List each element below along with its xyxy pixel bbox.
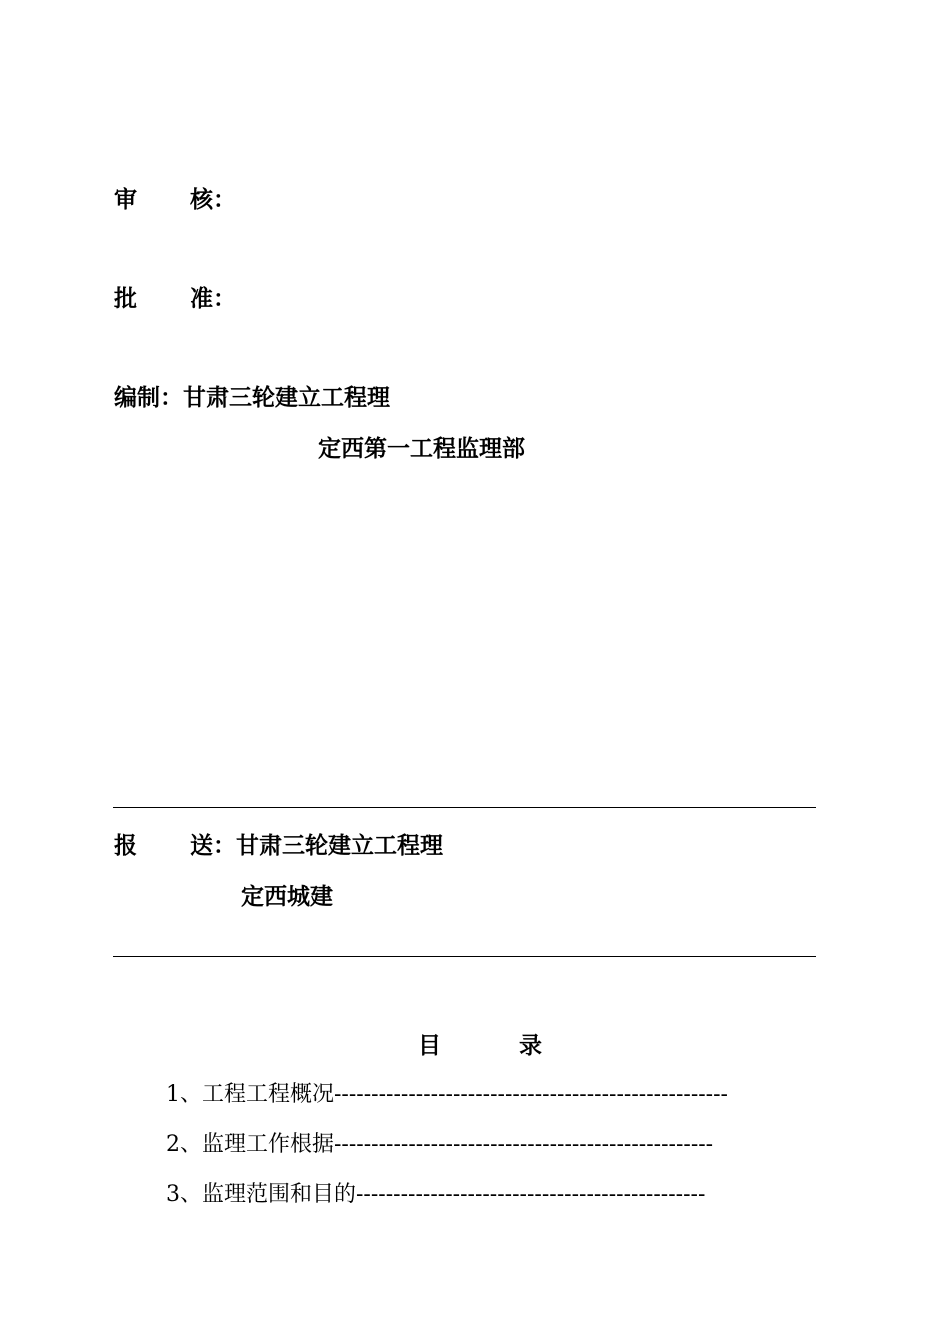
compiled-label: 编制： bbox=[114, 384, 183, 411]
toc-item-3-text: 3、监理范围和目的 bbox=[166, 1182, 356, 1207]
toc-title-char2: 录 bbox=[519, 1032, 542, 1059]
compiled-org-line2: 定西第一工程监理部 bbox=[318, 435, 525, 462]
toc-item-1-text: 1、工程工程概况 bbox=[166, 1082, 334, 1107]
toc-item-2-leader: --------------------------------------------------- bbox=[334, 1132, 714, 1157]
toc-item-3[interactable] bbox=[166, 1180, 705, 1210]
approve-label-char2: 准： bbox=[190, 285, 236, 312]
toc-title-char1: 目 bbox=[418, 1032, 441, 1059]
review-label-char1: 审 bbox=[114, 186, 137, 213]
toc-item-1-leader: ----------------------------------------------------- bbox=[334, 1082, 728, 1107]
toc-item-2[interactable] bbox=[166, 1130, 713, 1160]
toc-item-1[interactable] bbox=[166, 1080, 728, 1110]
compiled-org-line1: 甘肃三轮建立工程理 bbox=[183, 384, 390, 411]
compiled-row bbox=[114, 383, 390, 413]
divider-top bbox=[113, 807, 816, 808]
send-to-line2: 定西城建 bbox=[241, 883, 333, 910]
review-label-char2: 核： bbox=[190, 186, 236, 213]
send-to-colon-label: 送： bbox=[190, 832, 236, 859]
toc-item-3-leader: ----------------------------------------------- bbox=[356, 1182, 706, 1207]
send-to-label-char1: 报 bbox=[114, 832, 137, 859]
send-to-label-char2 bbox=[190, 831, 443, 861]
send-to-line1: 甘肃三轮建立工程理 bbox=[236, 832, 443, 859]
approve-label-char1: 批 bbox=[114, 285, 137, 312]
divider-bottom bbox=[113, 956, 816, 957]
toc-item-2-text: 2、监理工作根据 bbox=[166, 1132, 334, 1157]
